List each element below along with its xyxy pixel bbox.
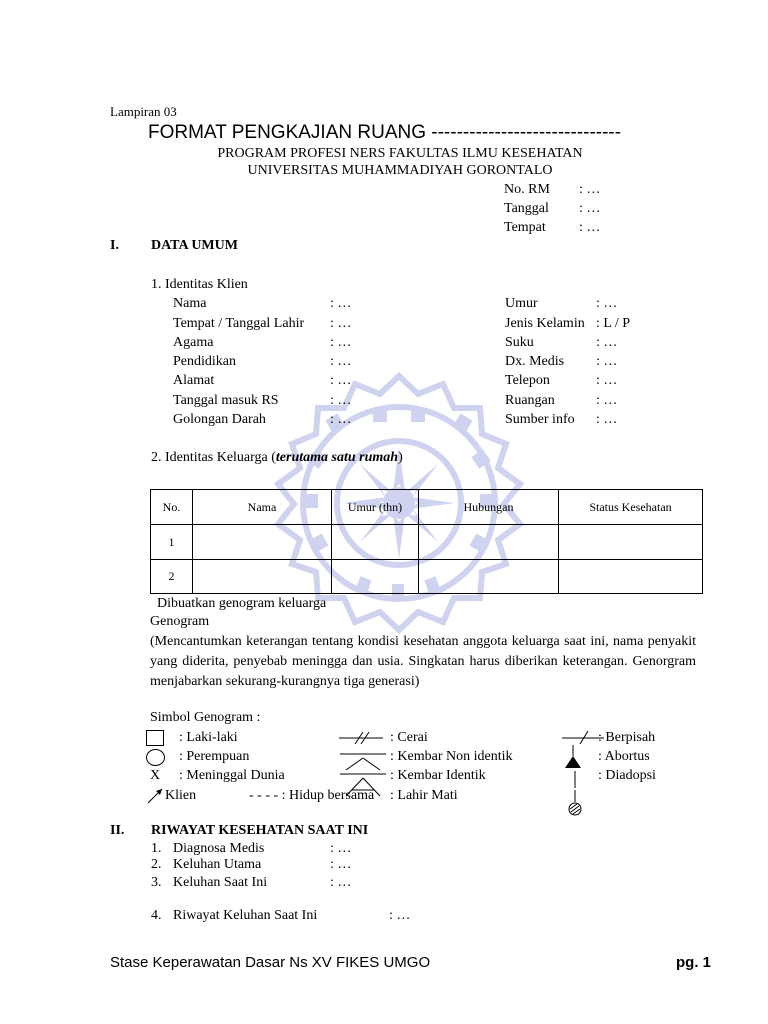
family-identity-table (150, 489, 703, 594)
simbol-genogram-title: Simbol Genogram : (150, 710, 261, 725)
symbol-hidup-bersama-label: - - - - : Hidup bersama (249, 788, 375, 803)
symbol-diadopsi-label: : Diadopsi (598, 768, 656, 783)
symbol-meninggal-label: : Meninggal Dunia (179, 768, 285, 783)
genogram-title: Genogram (150, 614, 210, 629)
symbol-laki-label: : Laki-laki (179, 730, 238, 745)
field-value-pendidikan: : … (330, 354, 352, 369)
field-value-umur: : … (596, 296, 618, 311)
field-value-nama: : … (330, 296, 352, 311)
symbol-lahir-mati-label: : Lahir Mati (390, 788, 458, 803)
field-value-suku: : … (596, 335, 618, 350)
field-label-suku: Suku (505, 335, 534, 350)
field-value-ruangan: : … (596, 393, 618, 408)
identitas-keluarga-label: 2. Identitas Keluarga ( (151, 450, 276, 465)
section-1-title: DATA UMUM (151, 238, 238, 253)
table-header-umur: Umur (thn) (332, 490, 419, 525)
field-label-ruangan: Ruangan (505, 393, 555, 408)
item-value-riwayat-keluhan: : … (389, 908, 411, 923)
table-cell-nama (193, 525, 332, 560)
program-title: PROGRAM PROFESI NERS FAKULTAS ILMU KESEHATAN (217, 146, 583, 161)
field-label-ttl: Tempat / Tanggal Lahir (173, 316, 305, 331)
meta-value-rm: : … (579, 182, 601, 197)
symbol-berpisah-label: : Berpisah (598, 730, 656, 745)
field-value-telepon: : … (596, 373, 618, 388)
section-2-title: RIWAYAT KESEHATAN SAAT INI (151, 823, 369, 838)
item-number: 2. (151, 857, 162, 872)
item-number: 3. (151, 875, 162, 890)
table-cell-no: 1 (151, 525, 193, 560)
table-cell-status (559, 525, 703, 560)
table-row (151, 560, 703, 594)
field-value-sumber-info: : … (596, 412, 618, 427)
genogram-caption: Dibuatkan genogram keluarga (157, 596, 327, 611)
twin-symbols-icon (338, 750, 388, 802)
field-label-dx-medis: Dx. Medis (505, 354, 565, 369)
item-label-keluhan-saat-ini: Keluhan Saat Ini (173, 875, 268, 890)
field-value-tanggal-masuk: : … (330, 393, 352, 408)
symbol-perempuan-label: : Perempuan (179, 749, 250, 764)
identitas-klien-heading: 1. Identitas Klien (151, 277, 248, 292)
field-label-telepon: Telepon (505, 373, 550, 388)
table-header-hubungan: Hubungan (419, 490, 559, 525)
identitas-keluarga-heading (151, 450, 403, 466)
table-header-nama: Nama (193, 490, 332, 525)
table-cell-no: 2 (151, 560, 193, 594)
item-value-keluhan-saat-ini: : … (330, 875, 352, 890)
meta-label-tempat: Tempat (504, 220, 546, 235)
page-number: pg. 1 (676, 954, 712, 971)
table-header-row (151, 490, 703, 525)
symbol-klien-label: Klien (165, 788, 197, 803)
item-value-keluhan-utama: : … (330, 857, 352, 872)
genogram-description: (Mencantumkan keterangan tentang kondisi kesehatan anggota keluarga saat ini, nama penyakit yang diderita, penyebab meningga dan usia. Singkatan harus diberikan keterangan. Genorgram menjabarkan sekurang-kurangnya tiga generasi) (150, 634, 696, 689)
field-label-sumber-info: Sumber info (505, 412, 575, 427)
circle-female-icon (146, 749, 165, 766)
field-value-agama: : … (330, 335, 352, 350)
field-label-nama: Nama (173, 296, 207, 311)
table-header-no: No. (151, 490, 193, 525)
symbol-cerai-label: : Cerai (390, 730, 428, 745)
table-cell-umur (332, 560, 419, 594)
field-value-ttl: : … (330, 316, 352, 331)
item-label-diagnosa: Diagnosa Medis (173, 841, 265, 856)
table-cell-umur (332, 525, 419, 560)
item-label-keluhan-utama: Keluhan Utama (173, 857, 262, 872)
field-label-alamat: Alamat (173, 373, 215, 388)
identitas-keluarga-note: terutama satu rumah (275, 450, 399, 465)
field-label-jenis-kelamin: Jenis Kelamin (505, 316, 585, 331)
meta-label-tanggal: Tanggal (504, 201, 549, 216)
divorce-line-icon (337, 730, 387, 746)
field-label-tanggal-masuk: Tanggal masuk RS (173, 393, 279, 408)
adoption-icon (565, 770, 585, 820)
meta-value-tempat: : … (579, 220, 601, 235)
symbol-kembar-non-label: : Kembar Non identik (390, 749, 513, 764)
field-label-umur: Umur (505, 296, 538, 311)
section-2-number: II. (110, 823, 125, 838)
table-cell-hubungan (419, 525, 559, 560)
university-title: UNIVERSITAS MUHAMMADIYAH GORONTALO (247, 163, 553, 178)
section-1-number: I. (110, 238, 119, 253)
item-number: 4. (151, 908, 162, 923)
x-deceased-icon: X (150, 768, 161, 783)
square-male-icon (146, 730, 164, 746)
item-value-diagnosa: : … (330, 841, 352, 856)
field-value-jenis-kelamin: : L / P (596, 316, 631, 331)
meta-value-tanggal: : … (579, 201, 601, 216)
table-cell-status (559, 560, 703, 594)
arrow-client-icon (146, 786, 166, 804)
field-value-alamat: : … (330, 373, 352, 388)
field-label-pendidikan: Pendidikan (173, 354, 236, 369)
footer-stase-label: Stase Keperawatan Dasar Ns XV FIKES UMGO (110, 954, 431, 971)
item-number: 1. (151, 841, 162, 856)
document-title: FORMAT PENGKAJIAN RUANG ------------------------------ (148, 122, 622, 143)
table-cell-hubungan (419, 560, 559, 594)
field-label-golongan-darah: Golongan Darah (173, 412, 266, 427)
item-label-riwayat-keluhan: Riwayat Keluhan Saat Ini (173, 908, 318, 923)
symbol-abortus-label: : Abortus (598, 749, 650, 764)
table-header-status: Status Kesehatan (559, 490, 703, 525)
identitas-keluarga-close: ) (398, 450, 403, 465)
lampiran-label: Lampiran 03 (110, 104, 177, 119)
field-value-golongan-darah: : … (330, 412, 352, 427)
table-cell-nama (193, 560, 332, 594)
abortion-triangle-icon (562, 744, 584, 770)
meta-label-rm: No. RM (504, 182, 550, 197)
field-label-agama: Agama (173, 335, 214, 350)
table-row (151, 525, 703, 560)
symbol-kembar-identik-label: : Kembar Identik (390, 768, 486, 783)
field-value-dx-medis: : … (596, 354, 618, 369)
